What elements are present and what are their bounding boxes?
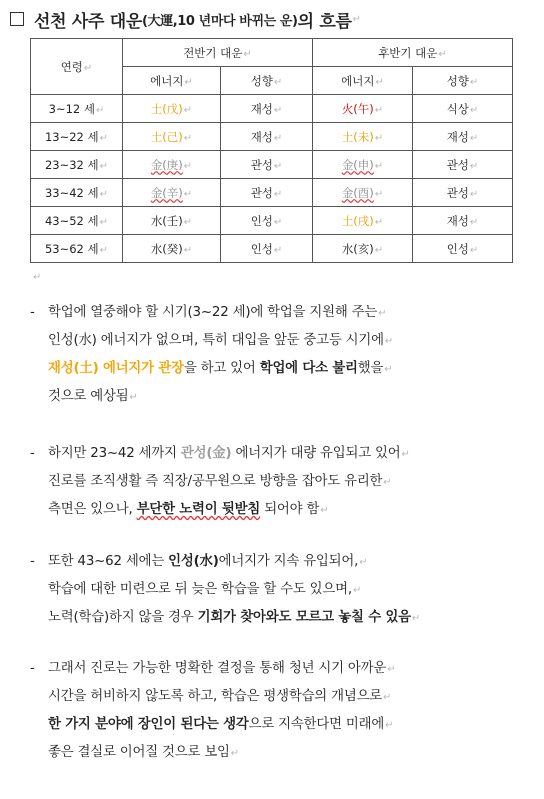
cell-age: 13~22 세↵ xyxy=(31,123,123,151)
text-line: 시간을 허비하지 않도록 하고, 학습은 평생학습의 개념으로↵ xyxy=(48,689,392,704)
text-line: 노력(학습)하지 않을 경우 기회가 찾아와도 모르고 놓칠 수 있음↵ xyxy=(48,610,421,625)
text-line: 재성(土) 에너지가 관장을 하고 있어 학업에 다소 불리했을↵ xyxy=(48,361,393,376)
cell-age: 33~42 세↵ xyxy=(31,179,123,207)
cell-age: 3~12 세↵ xyxy=(31,95,123,123)
cell-age: 53~62 세↵ xyxy=(31,235,123,263)
paragraph-mark-icon: ↵ xyxy=(33,272,42,283)
cell-energy-second: 金(申)↵ xyxy=(313,151,413,179)
text-line: - 그래서 진로는 가능한 명확한 결정을 통해 청년 시기 아까운↵ xyxy=(30,661,396,676)
title-end: 의 흐름 xyxy=(297,11,352,32)
text-line: 인성(水) 에너지가 없으며, 특히 대입을 앞둔 중고등 시기에↵ xyxy=(48,333,394,348)
page-title xyxy=(10,4,361,34)
text-line: - 하지만 23~42 세까지 관성(金) 에너지가 대량 유입되고 있어↵ xyxy=(30,446,410,461)
cell-energy-first: 土(戊)↵ xyxy=(123,95,221,123)
daeun-table xyxy=(30,38,513,263)
header-trait: 성향↵ xyxy=(413,67,513,95)
cell-trait-second: 관성↵ xyxy=(413,179,513,207)
cell-trait-second: 재성↵ xyxy=(413,207,513,235)
paragraph-mark-icon: ↵ xyxy=(352,13,361,25)
cell-energy-first: 水(壬)↵ xyxy=(123,207,221,235)
header-group-second: 후반기 대운↵ xyxy=(313,39,513,67)
cell-trait-first: 인성↵ xyxy=(221,207,313,235)
cell-energy-second: 火(午)↵ xyxy=(313,95,413,123)
table-row xyxy=(31,235,513,263)
table-row xyxy=(31,95,513,123)
header-trait: 성향↵ xyxy=(221,67,313,95)
text-line: 한 가지 분야에 장인이 된다는 생각으로 지속한다면 미래에↵ xyxy=(48,717,394,732)
table-row xyxy=(31,151,513,179)
cell-energy-second: 金(酉)↵ xyxy=(313,179,413,207)
table-header-row xyxy=(31,39,513,67)
cell-trait-first: 관성↵ xyxy=(221,151,313,179)
cell-energy-first: 水(癸)↵ xyxy=(123,235,221,263)
cell-trait-second: 관성↵ xyxy=(413,151,513,179)
cell-trait-first: 관성↵ xyxy=(221,179,313,207)
bullet-paragraph xyxy=(30,655,530,767)
bullet-paragraph xyxy=(30,299,530,411)
cell-trait-first: 재성↵ xyxy=(221,123,313,151)
cell-energy-first: 金(辛)↵ xyxy=(123,179,221,207)
cell-trait-first: 인성↵ xyxy=(221,235,313,263)
header-energy: 에너지↵ xyxy=(123,67,221,95)
title-main: 선천 사주 대운 xyxy=(34,11,142,32)
header-group-first: 전반기 대운↵ xyxy=(123,39,313,67)
text-line: 것으로 예상됨↵ xyxy=(48,389,138,404)
cell-age: 43~52 세↵ xyxy=(31,207,123,235)
cell-trait-first: 재성↵ xyxy=(221,95,313,123)
table-row xyxy=(31,207,513,235)
text-line: - 학업에 열중해야 할 시기(3~22 세)에 학업을 지원해 주는↵ xyxy=(30,305,387,320)
text-line: 진로를 조직생활 즉 직장/공무원으로 방향을 잡아도 유리한↵ xyxy=(48,474,392,489)
header-energy: 에너지↵ xyxy=(313,67,413,95)
table-row xyxy=(31,123,513,151)
header-age: 연령↵ xyxy=(31,39,123,95)
cell-age: 23~32 세↵ xyxy=(31,151,123,179)
table-row xyxy=(31,179,513,207)
cell-trait-second: 식상↵ xyxy=(413,95,513,123)
cell-energy-second: 水(亥)↵ xyxy=(313,235,413,263)
cell-energy-first: 土(己)↵ xyxy=(123,123,221,151)
text-line: 좋은 결실로 이어질 것으로 보임↵ xyxy=(48,745,239,760)
bullet-paragraph xyxy=(30,548,530,632)
text-line: - 또한 43~62 세에는 인성(水)에너지가 지속 유입되어,↵ xyxy=(30,554,368,569)
cell-energy-first: 金(庚)↵ xyxy=(123,151,221,179)
cell-trait-second: 인성↵ xyxy=(413,235,513,263)
text-line: 학습에 대한 미련으로 뒤 늦은 학습을 할 수도 있으며,↵ xyxy=(48,582,362,597)
cell-trait-second: 재성↵ xyxy=(413,123,513,151)
text-line: 측면은 있으나, 부단한 노력이 뒷받침 되어야 함↵ xyxy=(48,502,329,517)
cell-energy-second: 土(戌)↵ xyxy=(313,207,413,235)
cell-energy-second: 土(未)↵ xyxy=(313,123,413,151)
checkbox-icon[interactable] xyxy=(10,12,24,26)
title-sub: (大運,10 년마다 바뀌는 운) xyxy=(141,13,298,29)
bullet-paragraph xyxy=(30,440,530,524)
